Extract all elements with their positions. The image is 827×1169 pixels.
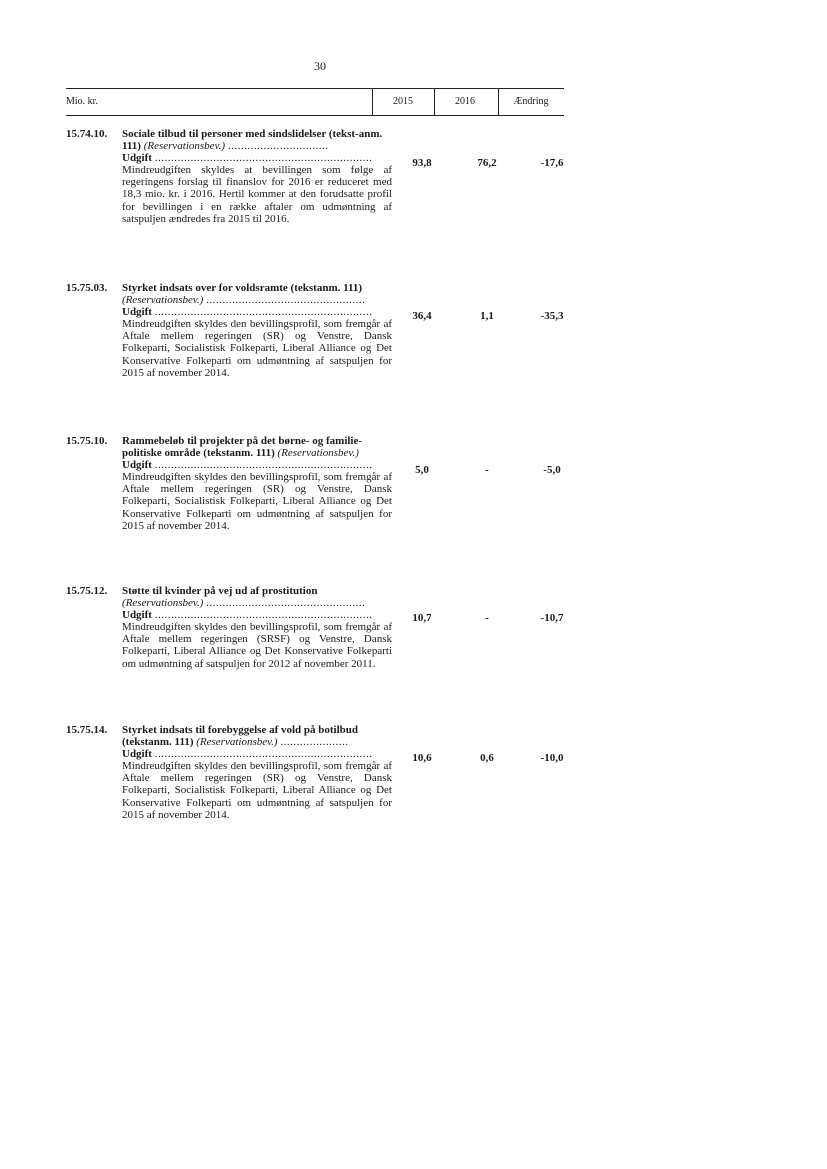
entry-description: Mindreudgiften skyldes at bevillingen som følge af regeringens forslag til finanslov for 2016 er reduceret med 18,3 mio. kr. i 2016. Hertil kommer at den forudsatte profil for bevillingen i en række aftaler om udmøntning af satspuljen ændredes fra 2015 til 2016. (122, 164, 392, 225)
value-2016: 76,2 (477, 157, 497, 169)
account-code: 15.75.10. (66, 435, 108, 447)
leader-dots: ................................................................... (154, 609, 373, 622)
value-2016: 0,6 (480, 752, 494, 764)
leader-dots: ..................... (280, 736, 349, 749)
leader-dots: ................................................................... (154, 306, 373, 319)
account-code: 15.74.10. (66, 128, 108, 140)
entry-description: Mindreudgiften skyldes den bevillingsprofil, som fremgår af Aftale mellem regeringen (SRSF) og Venstre, Dansk Folkeparti, Liberal Alliance og Det Konservative Folkeparti om udmøntning af satspuljen for 2012 af november 2011. (122, 621, 392, 670)
value-change: -10,7 (540, 612, 564, 624)
expense-label: Udgift (122, 609, 152, 622)
header-top-rule (66, 88, 564, 89)
value-2015: 10,6 (412, 752, 432, 764)
entry-body (122, 128, 392, 225)
column-header-change: Ændring (513, 96, 549, 107)
table-header (66, 88, 564, 116)
value-change: -17,6 (540, 157, 564, 169)
leader-dots: ................................................. (206, 294, 366, 307)
leader-dots: ................................................. (206, 597, 366, 610)
value-2015: 5,0 (415, 464, 429, 476)
entry-body (122, 435, 392, 532)
value-2015: 36,4 (412, 310, 432, 322)
value-2016: 1,1 (480, 310, 494, 322)
entry-body (122, 724, 392, 821)
leader-dots: ................................................................... (154, 459, 373, 472)
account-code: 15.75.14. (66, 724, 108, 736)
entry-title: Styrket indsats over for voldsramte (tekstanm. 111) (122, 282, 363, 294)
entry-title: Sociale tilbud til personer med sindslidelser (tekst-anm. 111) (122, 128, 383, 153)
leader-dots: ................................................................... (154, 152, 373, 165)
value-change: -10,0 (540, 752, 564, 764)
value-2015: 10,7 (412, 612, 432, 624)
column-header-2015: 2015 (393, 96, 413, 107)
reservation-note: (Reservationsbev.) (143, 140, 226, 153)
page-number: 30 (314, 59, 326, 73)
entry-description: Mindreudgiften skyldes den bevillingsprofil, som fremgår af Aftale mellem regeringen (SR) og Venstre, Dansk Folkeparti, Socialistisk Folkeparti, Liberal Alliance og Det Konservative Folkeparti om udmøntning af satspuljen for 2015 af november 2014. (122, 318, 392, 379)
value-2015: 93,8 (412, 157, 432, 169)
entry-description: Mindreudgiften skyldes den bevillingsprofil, som fremgår af Aftale mellem regeringen (SR) og Venstre, Dansk Folkeparti, Socialistisk Folkeparti, Liberal Alliance og Det Konservative Folkeparti om udmøntning af satspuljen for 2015 af november 2014. (122, 471, 392, 532)
value-2016: - (485, 464, 489, 476)
entry-body (122, 282, 392, 379)
expense-label: Udgift (122, 152, 152, 165)
reservation-note: (Reservationsbev.) (277, 447, 359, 460)
entry-title: Støtte til kvinder på vej ud af prostitution (122, 585, 318, 597)
reservation-note: (Reservationsbev.) (196, 736, 278, 749)
reservation-note: (Reservationsbev.) (122, 597, 204, 610)
account-code: 15.75.03. (66, 282, 108, 294)
entry-body (122, 585, 392, 670)
column-header-2016: 2016 (455, 96, 475, 107)
expense-label: Udgift (122, 459, 152, 472)
leader-dots: ................................................................... (154, 748, 373, 761)
entry-title: Styrket indsats til forebyggelse af vold på botilbud (tekstanm. 111) (122, 724, 359, 749)
value-change: -35,3 (540, 310, 564, 322)
value-change: -5,0 (543, 464, 561, 476)
value-2016: - (485, 612, 489, 624)
expense-label: Udgift (122, 306, 152, 319)
reservation-note: (Reservationsbev.) (122, 294, 204, 307)
account-code: 15.75.12. (66, 585, 108, 597)
leader-dots: ............................... (227, 140, 329, 153)
header-bottom-rule (66, 115, 564, 116)
unit-label: Mio. kr. (66, 96, 98, 107)
entry-title: Rammebeløb til projekter på det børne- og familie-politiske område (tekstanm. 111) (122, 435, 363, 460)
expense-label: Udgift (122, 748, 152, 761)
entry-description: Mindreudgiften skyldes den bevillingsprofil, som fremgår af Aftale mellem regeringen (SR) og Venstre, Dansk Folkeparti, Socialistisk Folkeparti, Liberal Alliance og Det Konservative Folkeparti om udmøntning af satspuljen for 2015 af november 2014. (122, 760, 392, 821)
